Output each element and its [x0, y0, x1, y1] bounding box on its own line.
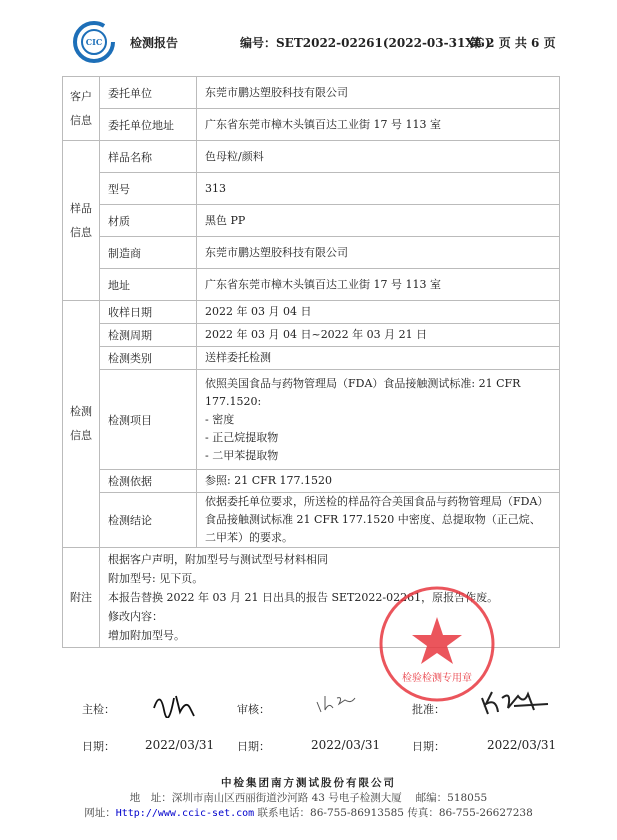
footer-contact: [0, 805, 617, 820]
label: 地址: [100, 269, 197, 301]
value: 313: [197, 173, 560, 205]
value: 2022 年 03 月 04 日: [197, 301, 560, 324]
label: 检测项目: [100, 370, 197, 470]
note-line: 本报告替换 2022 年 03 月 21 日出具的报告 SET2022-02261，原报告作废。: [108, 591, 499, 604]
test-item-line: 依照美国食品与药物管理局（FDA）食品接触测试标准: 21 CFR 177.1520:: [205, 376, 521, 408]
website-link[interactable]: Http://www.ccic-set.com: [115, 808, 255, 819]
label: 型号: [100, 173, 197, 205]
label: 收样日期: [100, 301, 197, 324]
reviewer-signature: [315, 690, 360, 720]
label: 检测结论: [100, 493, 197, 548]
label: 材质: [100, 205, 197, 237]
test-item-line: - 正己烷提取物: [205, 430, 279, 444]
section-customer: 客户 信息: [63, 77, 100, 141]
logo-text: CIC: [85, 37, 103, 47]
reviewer-date: 2022/03/31: [311, 738, 381, 752]
footer-address: 地 址：深圳市南山区西丽街道沙河路 43 号电子检测大厦 邮编：518055: [129, 792, 488, 804]
footer-company: 中检集团南方测试股份有限公司: [221, 777, 396, 789]
label: 样品名称: [100, 141, 197, 173]
doc-title: 检测报告: [130, 36, 179, 50]
value: 黑色 PP: [197, 205, 560, 237]
stamp-subtext: 检验检测专用章: [402, 673, 472, 684]
inspector-date: 2022/03/31: [145, 738, 215, 752]
label: 委托单位地址: [100, 109, 197, 141]
note-line: 修改内容：: [108, 610, 163, 623]
note-line: 增加附加型号。: [108, 629, 185, 642]
label: 检测依据: [100, 470, 197, 493]
date-label: 日期：: [82, 740, 115, 753]
conclusion: 依据委托单位要求，所送检的样品符合美国食品与药物管理局（FDA）食品接触测试标准 21 CFR 177.1520 中密度、总提取物（正己烷、二甲苯）的要求。: [197, 493, 560, 548]
page-number: 第 2 页 共 6 页: [470, 36, 556, 50]
approver-label: 批准：: [412, 703, 445, 716]
section-test: 检测 信息: [63, 301, 100, 548]
label: 制造商: [100, 237, 197, 269]
date-label: 日期：: [237, 740, 270, 753]
note-line: 根据客户声明，附加型号与测试型号材料相同: [108, 553, 328, 566]
value: 参照: 21 CFR 177.1520: [197, 470, 560, 493]
approver-date: 2022/03/31: [487, 738, 557, 752]
label: 委托单位: [100, 77, 197, 109]
section-notes: 附注: [63, 548, 100, 648]
inspector-label: 主检：: [82, 703, 115, 716]
reviewer-label: 审核：: [237, 703, 270, 716]
test-item-line: - 二甲苯提取物: [205, 448, 279, 462]
value: 广东省东莞市樟木头镇百达工业街 17 号 113 室: [197, 269, 560, 301]
contact-info: 联系电话：86-755-86913585 传真：86-755-26627238: [254, 807, 533, 819]
value: 2022 年 03 月 04 日~2022 年 03 月 21 日: [197, 324, 560, 347]
web-label: 网址：: [84, 807, 116, 819]
test-item-line: - 密度: [205, 412, 235, 426]
inspector-signature: [150, 688, 198, 718]
label: 检测类别: [100, 347, 197, 370]
report-table: [62, 76, 560, 648]
section-sample: 样品 信息: [63, 141, 100, 301]
test-items: [197, 370, 560, 470]
note-line: 附加型号: 见下页。: [108, 572, 204, 585]
value: 东莞市鹏达塑胶科技有限公司: [197, 77, 560, 109]
value: 广东省东莞市樟木头镇百达工业街 17 号 113 室: [197, 109, 560, 141]
value: 东莞市鹏达塑胶科技有限公司: [197, 237, 560, 269]
value: 送样委托检测: [197, 347, 560, 370]
page-header: [0, 28, 617, 54]
date-label: 日期：: [412, 740, 445, 753]
value: 色母粒/颜料: [197, 141, 560, 173]
label: 检测周期: [100, 324, 197, 347]
report-number: 编号：SET2022-02261(2022-03-31XG): [240, 36, 491, 50]
approver-signature: [478, 684, 550, 722]
